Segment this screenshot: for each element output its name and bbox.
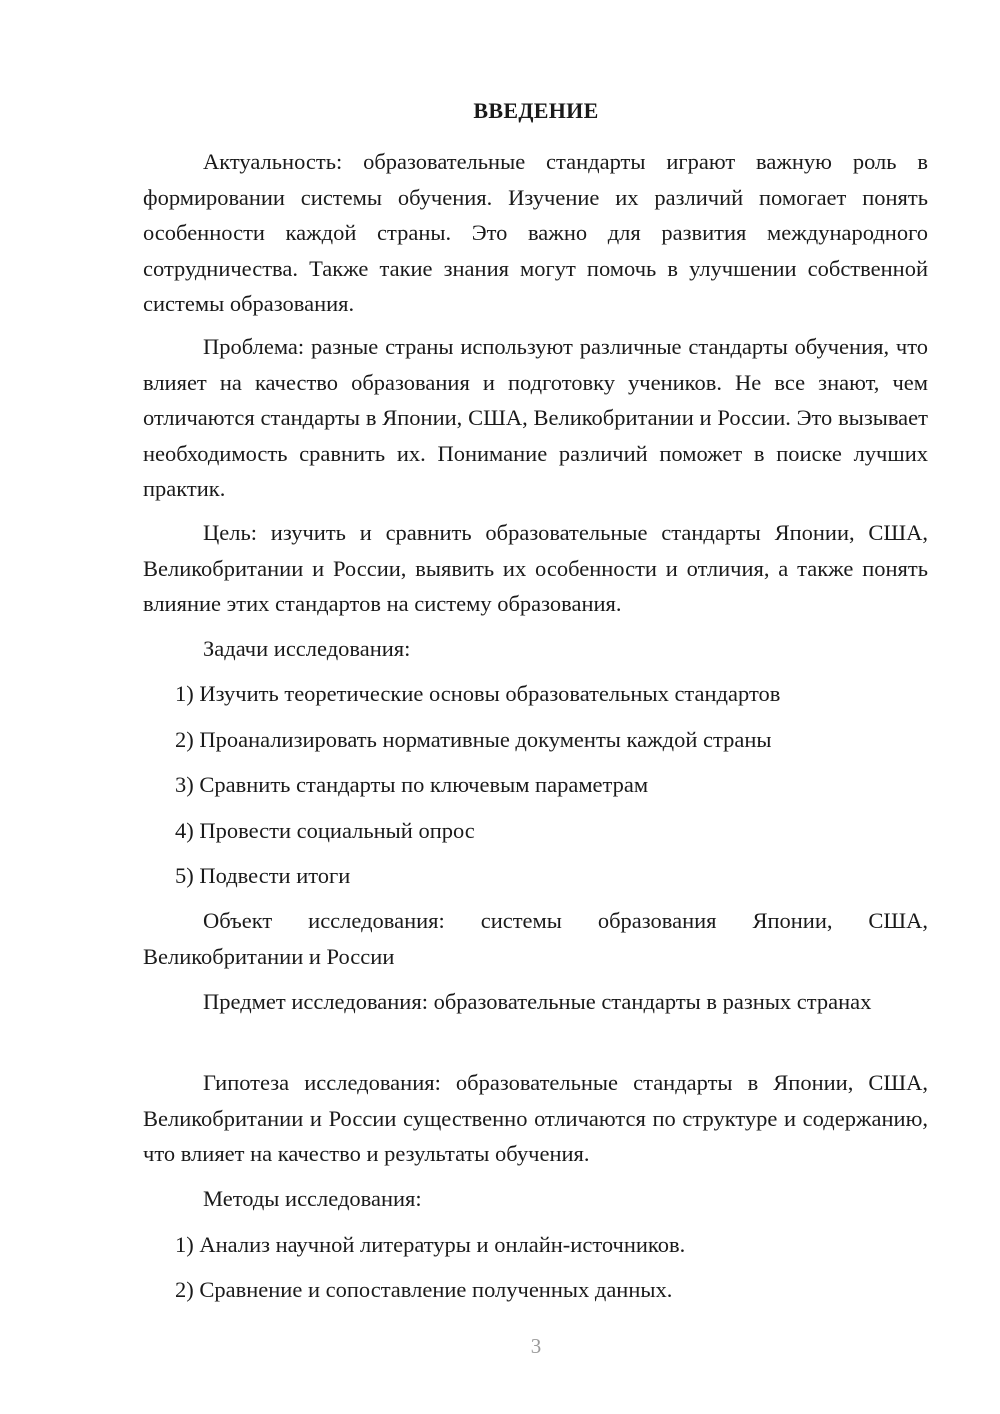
tasks-heading: Задачи исследования: [203,636,411,661]
task-item-3: 3) Сравнить стандарты по ключевым параметрам [175,772,649,797]
paragraph-subject: Предмет исследования: образовательные стандарты в разных странах [203,989,872,1014]
paragraph-object: Объект исследования: системы образования Японии, США, Великобритании и России [143,908,928,969]
methods-heading: Методы исследования: [203,1186,422,1211]
paragraph-relevance: Актуальность: образовательные стандарты играют важную роль в формировании системы обучения. Изучение их различий помогает понять особенности каждой страны. Это важно для развития международного сотрудничества. Также такие знания могут помочь в улучшении собственной системы образования. [143,149,928,316]
paragraph-problem: Проблема: разные страны используют различные стандарты обучения, что влияет на качество образования и подготовку учеников. Не все знают, чем отличаются стандарты в Японии, США, Великобритании и России. Это вызывает необходимость сравнить их. Понимание различий поможет в поиске лучших практик. [143,334,928,501]
method-item-2: 2) Сравнение и сопоставление полученных данных. [175,1277,673,1302]
section-title: ВВЕДЕНИЕ [473,98,599,123]
paragraph-goal: Цель: изучить и сравнить образовательные стандарты Японии, США, Великобритании и России, выявить их особенности и отличия, а также понять влияние этих стандартов на систему образования. [143,520,928,616]
page-number: 3 [530,1334,542,1358]
task-item-4: 4) Провести социальный опрос [175,818,475,843]
task-item-5: 5) Подвести итоги [175,863,351,888]
method-item-1: 1) Анализ научной литературы и онлайн-источников. [175,1232,686,1257]
task-item-1: 1) Изучить теоретические основы образовательных стандартов [175,681,781,706]
paragraph-hypothesis: Гипотеза исследования: образовательные стандарты в Японии, США, Великобритании и России существенно отличаются по структуре и содержанию, что влияет на качество и результаты обучения. [143,1070,928,1166]
task-item-2: 2) Проанализировать нормативные документы каждой страны [175,727,772,752]
